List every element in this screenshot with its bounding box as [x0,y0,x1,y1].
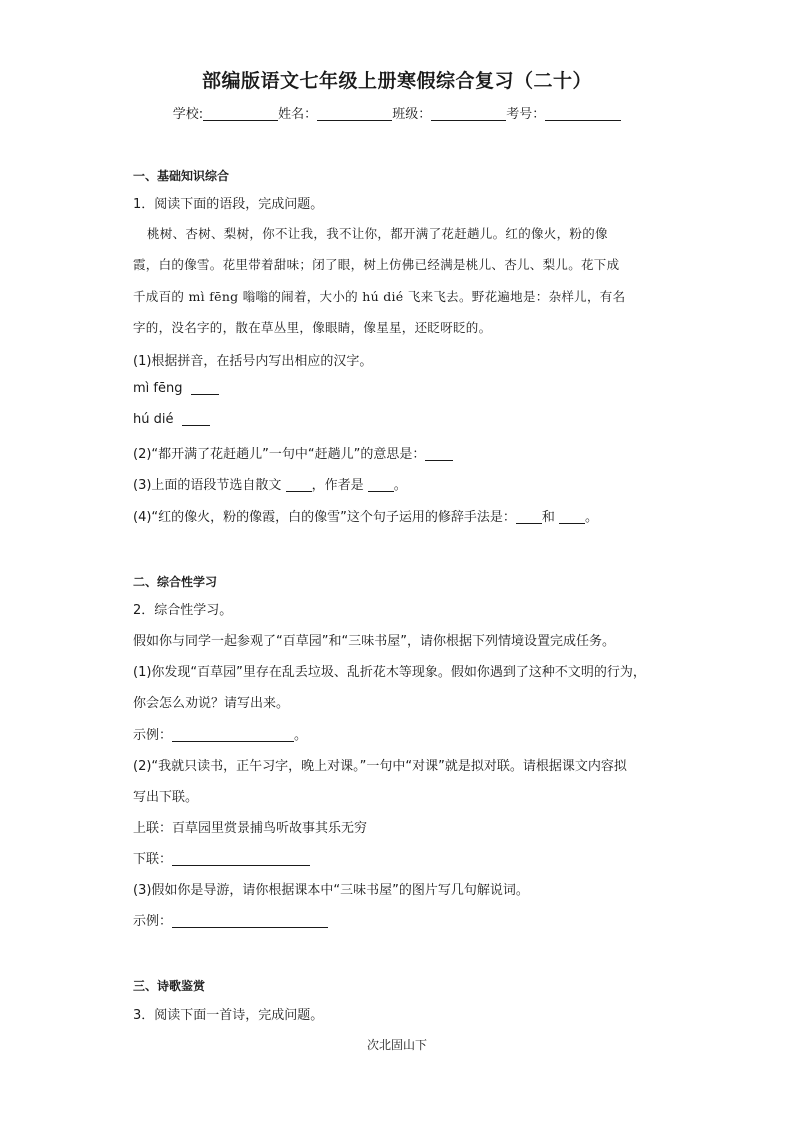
poem-title: 次北固山下 [366,1038,427,1052]
exam-no-blank[interactable] [545,106,621,121]
couplet-upper: 上联：百草园里赏景捕鸟听故事其乐无穷 [133,821,368,836]
example-1-end: 。 [294,728,308,743]
q2-example-3 [133,910,328,929]
couplet-lower-blank[interactable] [172,852,310,866]
q1-part-3-text-a: (3)上面的语段节选自散文 [133,478,286,493]
q1-part-3-text-c: 。 [393,478,407,493]
section-heading-2: 二、综合性学习 [133,575,218,589]
ganta-answer-blank[interactable] [425,447,453,461]
passage-line-2: 霞，白的像雪。花里带着甜味；闭了眼，树上仿佛已经满是桃儿、杏儿、梨儿。花下成 [133,257,620,272]
couplet-lower-label: 下联： [133,852,173,867]
passage-line-4: 字的，没名字的，散在草丛里，像眼睛，像星星，还眨呀眨的。 [133,320,492,335]
section-heading-3: 三、诗歌鉴赏 [133,979,206,993]
q2-example-1 [133,724,307,743]
example-1-blank[interactable] [172,728,294,742]
name-label: 姓名： [278,107,318,122]
example-3-label: 示例： [133,914,173,929]
exam-no-label: 考号： [506,107,546,122]
q1-part-2 [133,443,453,462]
page-title: 部编版语文七年级上册寒假综合复习（二十） [201,70,592,92]
passage-line-3: 千成百的 mì fēng 嗡嗡的闹着，大小的 hú dié 飞来飞去。野花遍地是：杂样儿，有名 [133,289,626,304]
q1-part-1: (1)根据拼音，在括号内写出相应的汉字。 [133,354,373,369]
q1-part-4-text-b: 和 [541,510,560,525]
pinyin-hudie-row [133,412,210,427]
q1-part-3 [133,474,407,493]
q2-part-2-line-1: (2)“我就只读书，正午习字，晚上对课。”一句中“对课”就是拟对联。请根据课文内容拟 [133,759,627,774]
passage-line-1: 桃树、杏树、梨树，你不让我，我不让你，都开满了花赶趟儿。红的像火，粉的像 [147,226,608,241]
rhetoric-blank-2[interactable] [559,510,585,524]
q2-part-1-line-2: 你会怎么劝说？请写出来。 [133,696,290,711]
pinyin-hudie: hú dié [133,412,174,427]
section-heading-1: 一、基础知识综合 [133,169,230,183]
question-2-stem: 2．综合性学习。 [133,603,233,618]
rhetoric-blank-1[interactable] [516,510,542,524]
q2-part-3: (3)假如你是导游，请你根据课本中“三味书屋”的图片写几句解说词。 [133,883,529,898]
q2-intro: 假如你与同学一起参观了“百草园”和“三味书屋”，请你根据下列情境设置完成任务。 [133,634,615,649]
example-3-blank[interactable] [172,914,328,928]
q2-part-2-line-2: 写出下联。 [133,790,199,805]
q1-part-4-text-c: 。 [585,510,599,525]
mifeng-answer-blank[interactable] [191,381,219,395]
question-3-stem: 3．阅读下面一首诗，完成问题。 [133,1008,324,1023]
pinyin-mifeng: mì fēng [133,381,183,396]
school-label: 学校: [172,107,204,122]
pinyin-mifeng-row [133,381,219,396]
school-blank[interactable] [203,106,278,121]
q1-part-3-text-b: ，作者是 [311,478,368,493]
name-blank[interactable] [317,106,392,121]
author-blank[interactable] [368,478,394,492]
question-1-stem: 1．阅读下面的语段，完成问题。 [133,197,324,212]
q1-part-4-text-a: (4)“红的像火，粉的像霞，白的像雪”这个句子运用的修辞手法是： [133,510,516,525]
student-info-row [0,103,794,122]
essay-title-blank[interactable] [286,478,312,492]
class-label: 班级： [392,107,432,122]
q1-part-4 [133,506,598,525]
class-blank[interactable] [431,106,506,121]
couplet-lower-row [133,848,310,867]
q1-part-2-text: (2)“都开满了花赶趟儿”一句中“赶趟儿”的意思是： [133,447,426,462]
hudie-answer-blank[interactable] [182,412,210,426]
q2-part-1-line-1: (1)你发现“百草园”里存在乱丢垃圾、乱折花木等现象。假如你遇到了这种不文明的行为， [133,665,646,680]
example-1-label: 示例： [133,728,173,743]
